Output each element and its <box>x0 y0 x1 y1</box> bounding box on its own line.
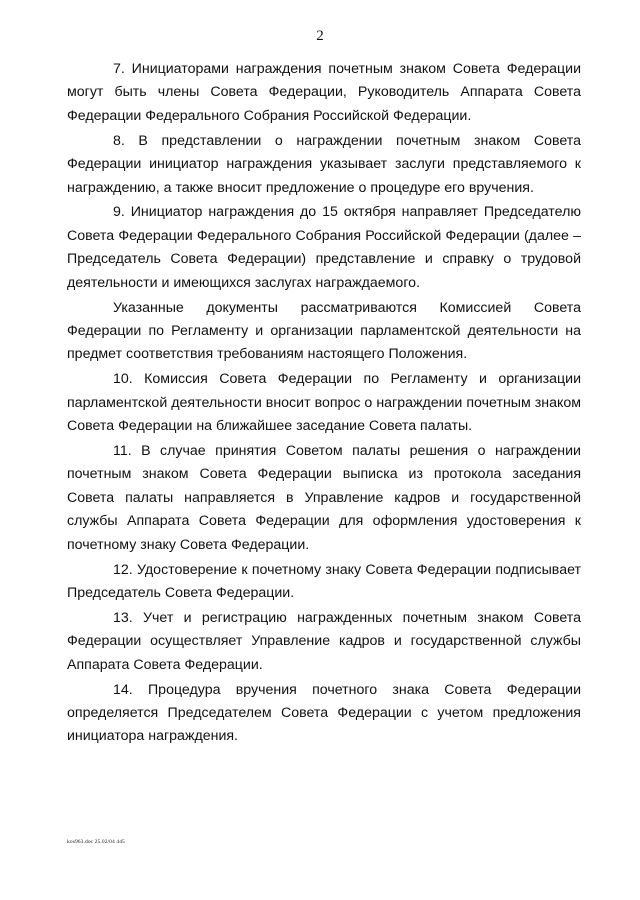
paragraph-14: 14. Процедура вручения почетного знака Совета Федерации определяется Председателем Совета Федерации с учетом предложения инициатора награждения. <box>67 681 581 745</box>
page-number: 2 <box>316 28 324 44</box>
paragraph-7: 7. Инициаторами награждения почетным знаком Совета Федерации могут быть члены Совета Федерации, Руководитель Аппарата Совета Федерации Федерального Собрания Российской Федерации. <box>67 61 581 124</box>
footer-file-code: kos963.doc 25.02/04 445 <box>67 839 125 845</box>
paragraph-13: 13. Учет и регистрацию награжденных почетным знаком Совета Федерации осуществляет Управление кадров и государственной службы Аппарата Совета Федерации. <box>67 609 581 673</box>
paragraph-11: 11. В случае принятия Советом палаты решения о награждении почетным знаком Совета Федерации выписка из протокола заседания Совета палаты направляется в Управление кадров и государственной службы Аппарата Совета Федерации для оформления удостоверения к почетному знаку Совета Федерации. <box>67 443 581 553</box>
document-body <box>67 58 581 750</box>
paragraph-10: 10. Комиссия Совета Федерации по Регламенту и организации парламентской деятельности вносит вопрос о награждении почетным знаком Совета Федерации на ближайшее заседание Совета палаты. <box>67 371 581 435</box>
paragraph-8: 8. В представлении о награждении почетным знаком Совета Федерации инициатор награждения указывает заслуги представляемого к награждению, а также вносит предложение о процедуре его вручения. <box>67 132 581 196</box>
paragraph-9: 9. Инициатор награждения до 15 октября направляет Председателю Совета Федерации Федерального Собрания Российской Федерации (далее – Председатель Совета Федерации) представление и справку о трудовой деятельности и имеющихся заслугах награждаемого. <box>67 204 581 291</box>
paragraph-12: 12. Удостоверение к почетному знаку Совета Федерации подписывает Председатель Совета Федерации. <box>67 561 581 601</box>
paragraph-9-continuation: Указанные документы рассматриваются Комиссией Совета Федерации по Регламенту и организации парламентской деятельности на предмет соответствия требованиям настоящего Положения. <box>67 299 581 363</box>
